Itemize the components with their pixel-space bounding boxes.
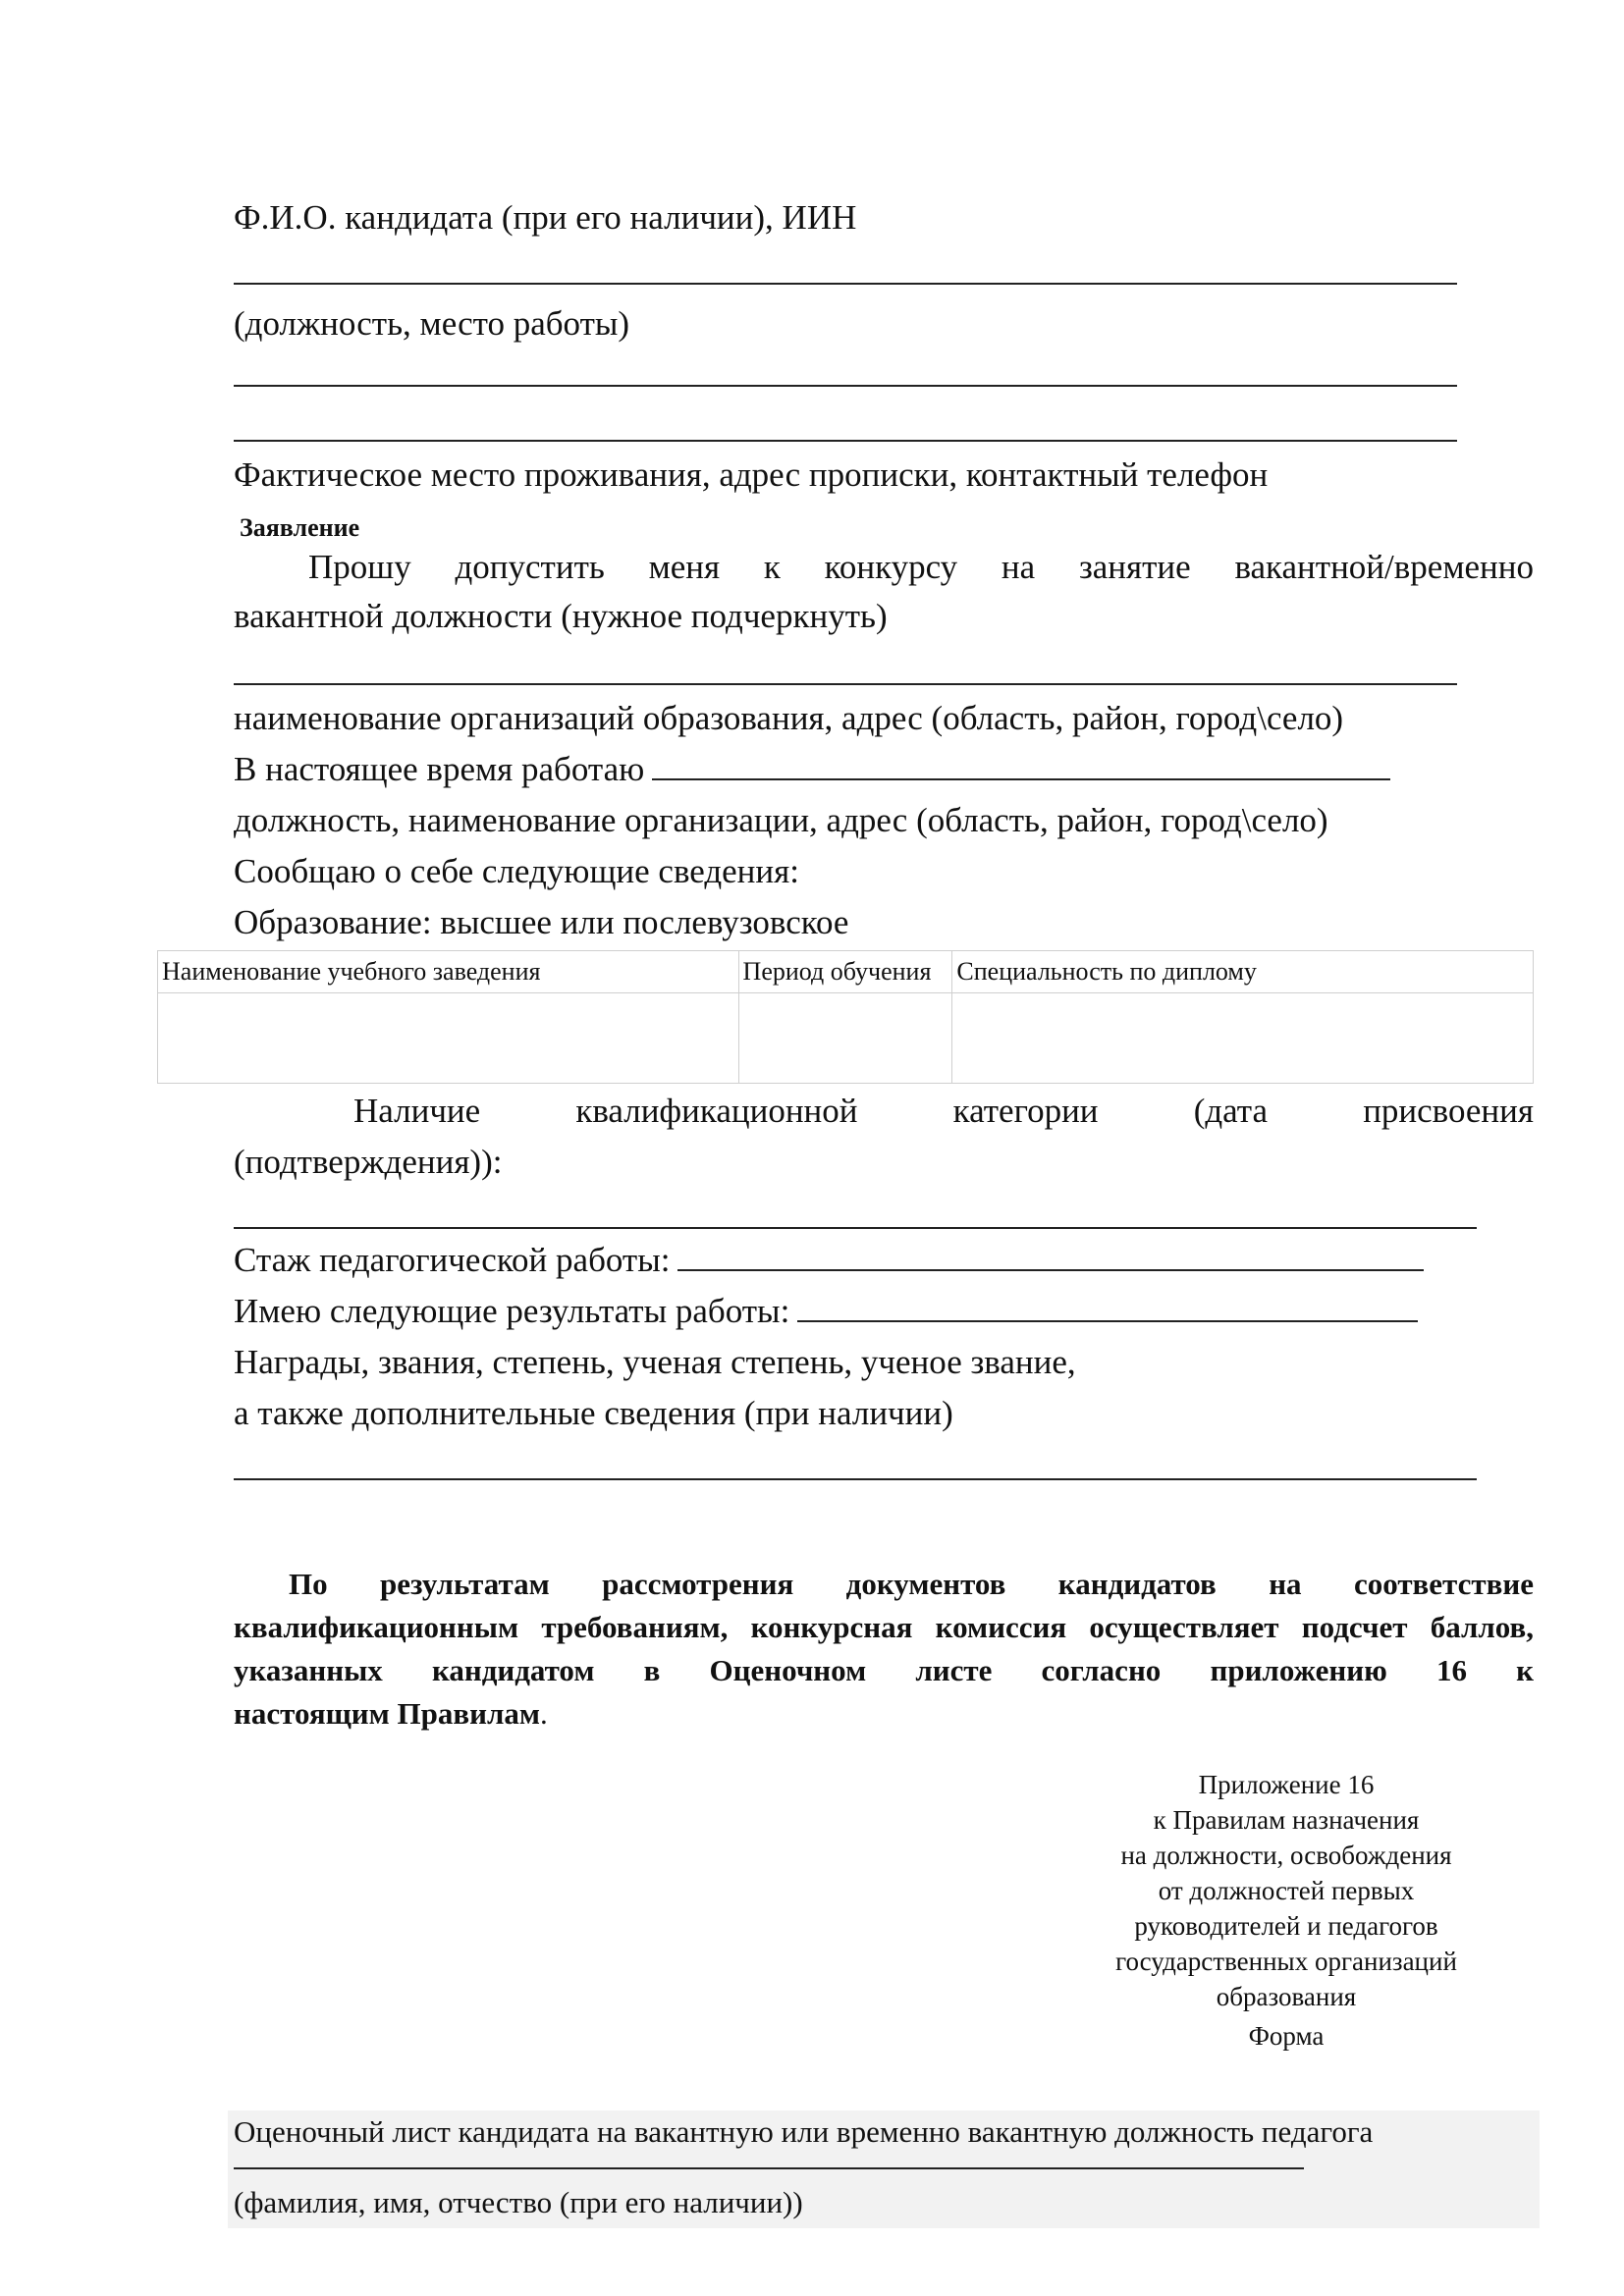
table-header-cell: Специальность по диплому [952, 951, 1534, 993]
additional-label: а также дополнительные сведения (при наличии) [234, 1394, 953, 1432]
current-work-fill [652, 749, 1390, 780]
commission-note-text: По результатам рассмотрения документов кандидатов на соответствие квалификационным требованиям, конкурсная комиссия осуществляет подсчет баллов, указанных кандидатом в Оценочном листе согласно приложению 16 к [234, 1567, 1534, 1687]
qualification-word: квалификационной [575, 1092, 858, 1130]
position-fill-line-2 [234, 440, 1457, 442]
request-word: Прошу [308, 548, 411, 586]
commission-note [234, 1563, 1534, 1735]
evaluation-name-label: (фамилия, имя, отчество (при его наличии)) [234, 2185, 803, 2219]
commission-note-last-line [234, 1692, 1534, 1735]
results-line [234, 1290, 1418, 1333]
appendix-line: руководителей и педагогов [1134, 1911, 1438, 1941]
experience-fill [677, 1240, 1424, 1271]
appendix-line: образования [1216, 1982, 1357, 2011]
position-label: (должность, место работы) [234, 304, 630, 343]
request-word: к [763, 548, 781, 586]
experience-line [234, 1239, 1424, 1282]
education-label: Образование: высшее или послевузовское [234, 903, 849, 941]
table-row [158, 993, 1534, 1084]
appendix-line: государственных организаций [1115, 1947, 1457, 1976]
request-word: вакантной/временно [1234, 548, 1534, 586]
fio-fill-line [234, 283, 1457, 285]
awards-label: Награды, звания, степень, ученая степень, ученое звание, [234, 1343, 1076, 1381]
appendix-block [1080, 1767, 1492, 2054]
fio-label: Ф.И.О. кандидата (при его наличии), ИИН [234, 198, 857, 237]
request-word: занятие [1078, 548, 1191, 586]
current-org-label: должность, наименование организации, адрес (область, район, город\село) [234, 801, 1328, 839]
table-header-row [158, 951, 1534, 993]
org-label: наименование организаций образования, адрес (область, район, город\село) [234, 699, 1344, 737]
table-cell[interactable] [158, 993, 739, 1084]
table-header-cell: Период обучения [738, 951, 952, 993]
appendix-line: от должностей первых [1158, 1876, 1415, 1905]
results-fill [797, 1291, 1418, 1322]
request-word: меня [648, 548, 721, 586]
table-cell[interactable] [952, 993, 1534, 1084]
qualification-fill-line [234, 1227, 1477, 1229]
qualification-line-2: (подтверждения)): [234, 1143, 503, 1181]
qualification-line-1 [353, 1090, 1534, 1133]
experience-label: Стаж педагогической работы: [234, 1241, 671, 1279]
qualification-word: присвоения [1363, 1092, 1534, 1130]
org-fill-line [234, 683, 1457, 685]
info-intro: Сообщаю о себе следующие сведения: [234, 852, 799, 890]
position-fill-line-1 [234, 385, 1457, 387]
evaluation-title: Оценочный лист кандидата на вакантную или временно вакантную должность педагога [234, 2114, 1374, 2149]
address-label: Фактическое место проживания, адрес прописки, контактный телефон [234, 455, 1269, 494]
request-word: конкурсу [824, 548, 958, 586]
appendix-form-label: Форма [1248, 2021, 1325, 2051]
table-cell[interactable] [738, 993, 952, 1084]
request-word: допустить [455, 548, 605, 586]
appendix-line: на должности, освобождения [1120, 1841, 1452, 1870]
evaluation-fill-line [234, 2167, 1304, 2169]
request-line-2: вакантной должности (нужное подчеркнуть) [234, 597, 888, 635]
commission-note-last-text: настоящим Правилам [234, 1696, 540, 1731]
qualification-word: категории [952, 1092, 1099, 1130]
qualification-word: Наличие [353, 1092, 481, 1130]
current-work-line [234, 748, 1390, 791]
education-table [157, 950, 1534, 1084]
additional-fill-line [234, 1478, 1477, 1480]
statement-title: Заявление [240, 513, 360, 542]
qualification-word: (дата [1193, 1092, 1269, 1130]
current-work-label: В настоящее время работаю [234, 750, 645, 788]
appendix-line: Приложение 16 [1198, 1770, 1375, 1799]
results-label: Имею следующие результаты работы: [234, 1292, 790, 1330]
request-line-1 [308, 546, 1534, 589]
appendix-line: к Правилам назначения [1153, 1805, 1420, 1835]
table-header-cell: Наименование учебного заведения [158, 951, 739, 993]
commission-note-period: . [539, 1696, 548, 1731]
request-word: на [1001, 548, 1036, 586]
